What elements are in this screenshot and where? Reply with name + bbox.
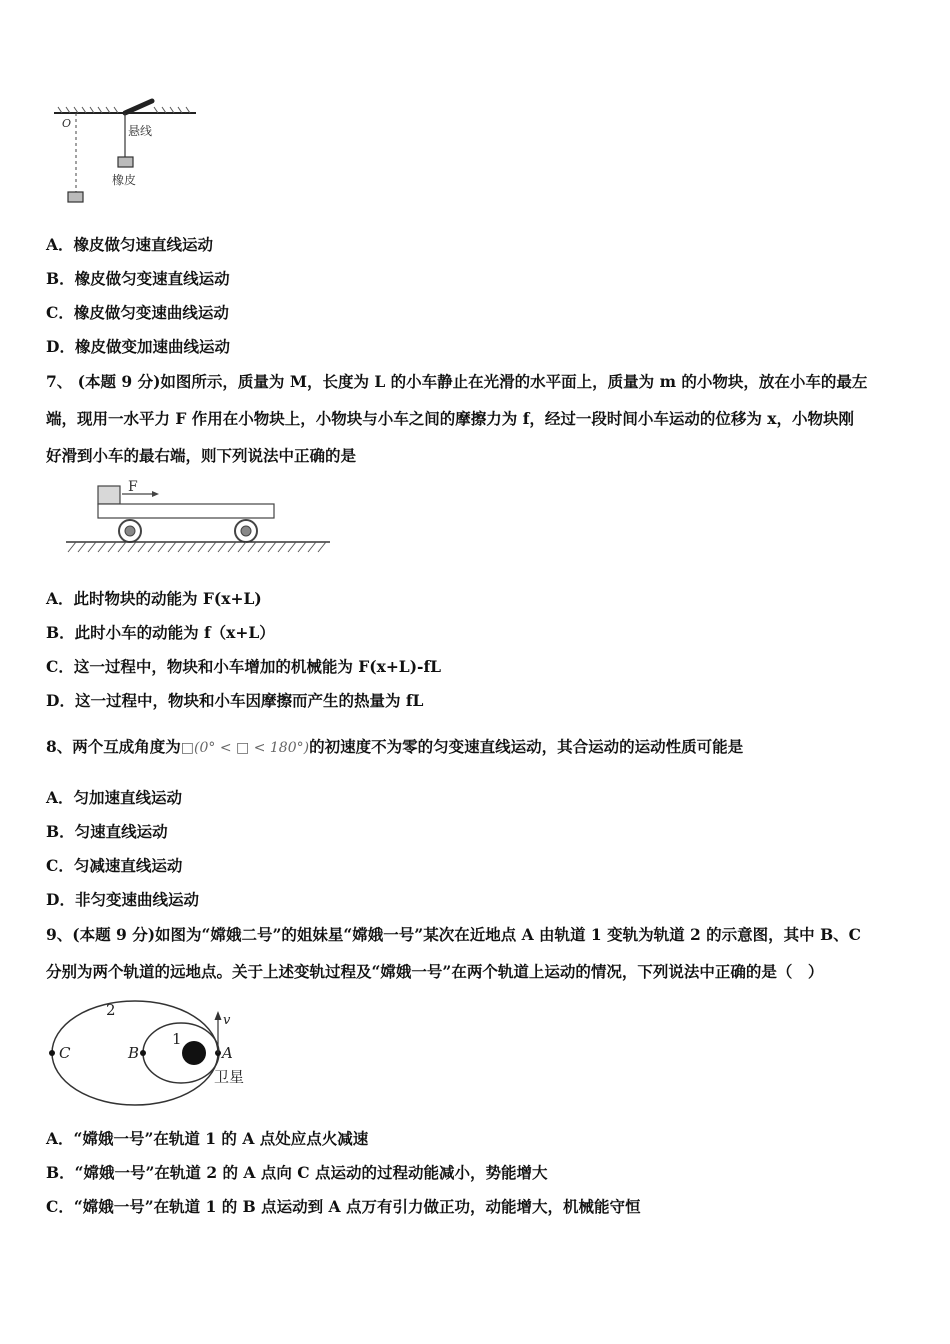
q7-stem-line-3: 好滑到小车的最右端，则下列说法中正确的是 xyxy=(46,446,357,465)
q9-stem-line-1: 9、(本题 9 分)如图为“嫦娥二号”的姐妹星“嫦娥一号”某次在近地点 A 由轨道 1 变轨为轨道 2 的示意图，其中 B、C xyxy=(46,925,862,944)
q8-stem-prefix: 8、两个互成角度为 xyxy=(46,737,181,756)
q6-option-a: A．橡皮做匀速直线运动 xyxy=(46,235,214,254)
q8-option-d: D．非匀变速曲线运动 xyxy=(46,890,199,909)
force-label: F xyxy=(128,479,138,495)
q9-option-c: C．“嫦娥一号”在轨道 1 的 B 点运动到 A 点万有引力做正功，动能增大，机械能守恒 xyxy=(46,1197,641,1216)
q9-option-b: B．“嫦娥一号”在轨道 2 的 A 点向 C 点运动的过程动能减小，势能增大 xyxy=(46,1163,548,1182)
thread-label: 悬线 xyxy=(128,124,153,138)
q8-option-b: B．匀速直线运动 xyxy=(46,822,168,841)
orbit-figure xyxy=(44,998,264,1110)
q7-option-d: D．这一过程中，物块和小车因摩擦而产生的热量为 fL xyxy=(46,691,424,710)
point-b-label: B xyxy=(128,1044,140,1062)
q7-option-c: C．这一过程中，物块和小车增加的机械能为 F(x+L)-fL xyxy=(46,657,442,676)
angle-formula: □(0° < □ < 180°) xyxy=(180,740,310,756)
q8-stem-suffix: 的初速度不为零的匀变速直线运动，其合运动的运动性质可能是 xyxy=(309,737,744,756)
q8-stem xyxy=(46,737,743,758)
q8-option-c: C．匀减速直线运动 xyxy=(46,856,183,875)
q7-option-a: A．此时物块的动能为 F(x+L) xyxy=(46,589,262,608)
eraser-label: 橡皮 xyxy=(112,173,137,187)
point-c-label: C xyxy=(59,1044,71,1062)
q6-option-c: C．橡皮做匀变速曲线运动 xyxy=(46,303,229,322)
orbit-1-label: 1 xyxy=(172,1030,182,1048)
orbit-2-label: 2 xyxy=(106,1001,116,1019)
q7-stem-line-1: 7、 (本题 9 分)如图所示，质量为 M，长度为 L 的小车静止在光滑的水平面上，质量为 m 的小物块，放在小车的最左 xyxy=(46,372,868,391)
velocity-label: v xyxy=(223,1013,231,1028)
q6-option-d: D．橡皮做变加速曲线运动 xyxy=(46,337,230,356)
q7-stem-line-2: 端，现用一水平力 F 作用在小物块上，小物块与小车之间的摩擦力为 f，经过一段时间小车运动的位移为 x，小物块刚 xyxy=(46,409,855,428)
pendulum-figure xyxy=(50,95,210,210)
satellite-label: 卫星 xyxy=(214,1068,245,1086)
q9-stem-line-2: 分别为两个轨道的远地点。关于上述变轨过程及“嫦娥一号”在两个轨道上运动的情况，下列说法中正确的是（ ） xyxy=(46,962,824,981)
q7-option-b: B．此时小车的动能为 f（x+L） xyxy=(46,623,275,642)
q8-option-a: A．匀加速直线运动 xyxy=(46,788,183,807)
point-a-label: A xyxy=(222,1044,233,1062)
q6-option-b: B．橡皮做匀变速直线运动 xyxy=(46,269,230,288)
origin-label: O xyxy=(62,117,72,130)
cart-figure xyxy=(62,478,337,560)
q9-option-a: A．“嫦娥一号”在轨道 1 的 A 点处应点火减速 xyxy=(46,1129,369,1148)
